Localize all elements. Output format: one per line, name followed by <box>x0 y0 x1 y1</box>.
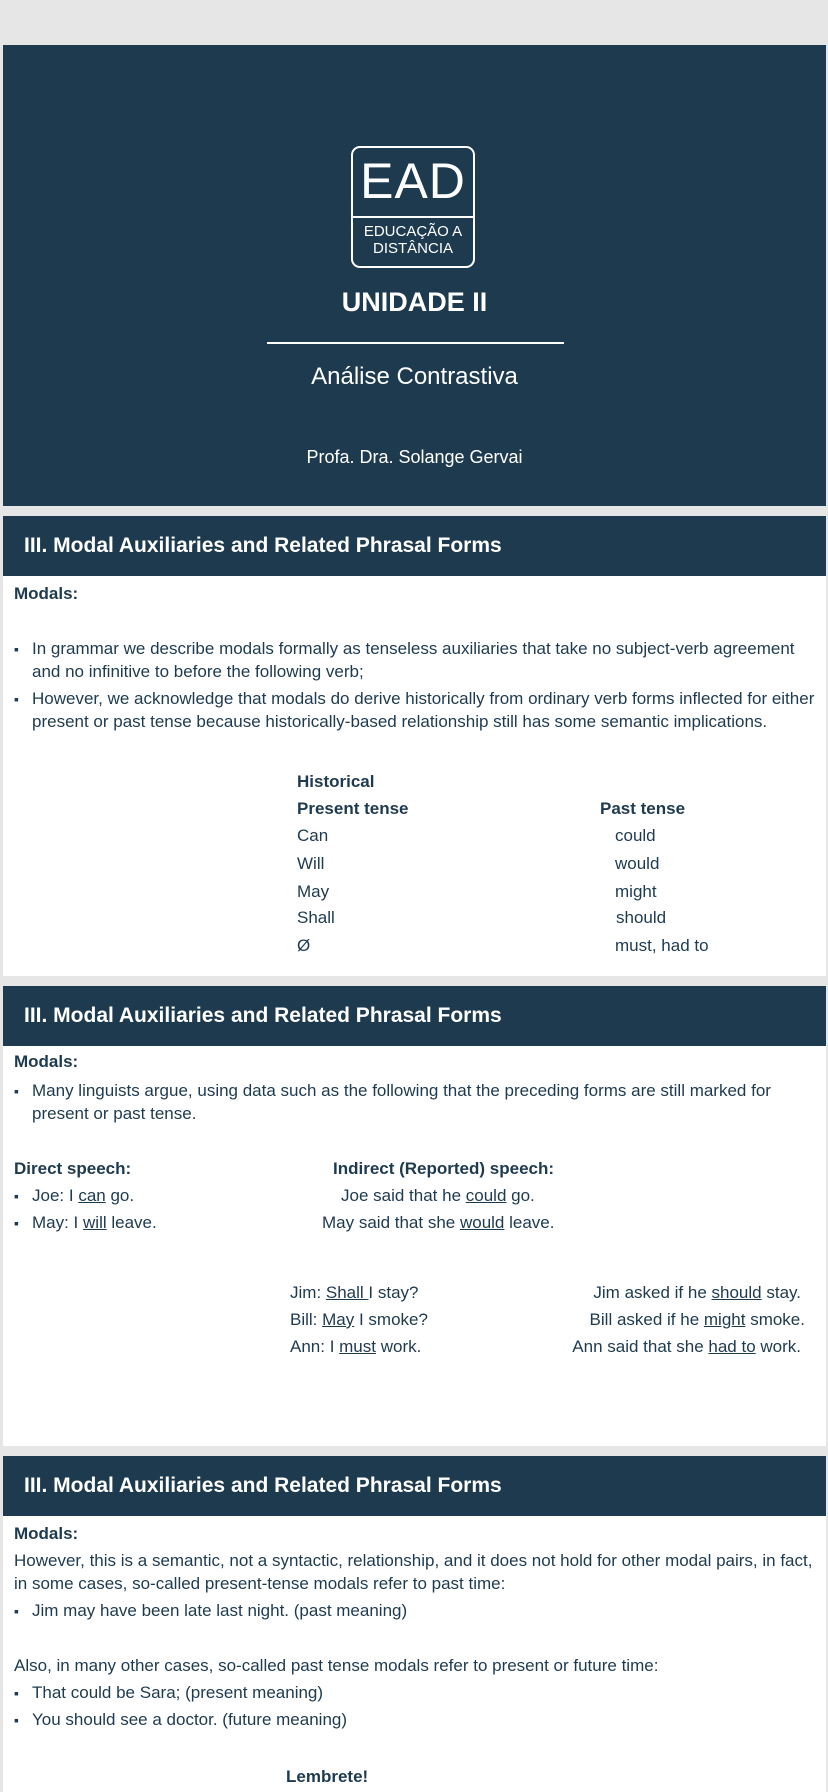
past-form: could <box>615 826 656 845</box>
text-segment: Ann said that she <box>572 1337 709 1356</box>
modal-word: will <box>83 1213 107 1232</box>
present-form: Can <box>297 826 329 845</box>
modal-word: must <box>339 1337 376 1356</box>
text-segment: work. <box>755 1337 801 1356</box>
slide-header: III. Modal Auxiliaries and Related Phrasal Forms <box>3 516 826 576</box>
logo-ead-text: EAD <box>360 153 466 209</box>
table-caption: Historical <box>297 772 375 791</box>
column-header-present: Present tense <box>297 799 409 818</box>
modal-word: Shall <box>325 1283 369 1302</box>
modal-word: could <box>465 1186 507 1205</box>
cover-author: Profa. Dra. Solange Gervai <box>306 447 523 467</box>
text-segment: Joe said that he <box>341 1186 466 1205</box>
cover-subtitle: Análise Contrastiva <box>311 363 518 390</box>
text-segment: leave. <box>106 1213 157 1232</box>
past-form: would <box>615 854 660 873</box>
bullet-item: ▪ That could be Sara; (present meaning) <box>14 1682 323 1705</box>
text-segment: go. <box>105 1186 135 1205</box>
slide-modals-semantic <box>3 1456 826 1792</box>
text-segment: Ann: I <box>290 1337 340 1356</box>
direct-speech-example <box>14 1185 134 1208</box>
section-label: Modals: <box>14 1524 79 1543</box>
bullet-item: ▪ Many linguists argue, using data such as the following that the preceding forms are still marked for present or past tense. <box>14 1080 802 1125</box>
text-segment: go. <box>506 1186 535 1205</box>
modal-word: would <box>459 1213 505 1232</box>
section-label: Modals: <box>14 584 79 603</box>
text-segment: smoke. <box>745 1310 805 1329</box>
reminder-label: Lembrete! <box>286 1767 369 1786</box>
modal-word: can <box>78 1186 106 1205</box>
modal-word: had to <box>708 1337 756 1356</box>
slide-header: III. Modal Auxiliaries and Related Phrasal Forms <box>3 1456 826 1516</box>
slide-modals-reported-speech <box>3 986 826 1446</box>
column-header-past: Past tense <box>600 799 686 818</box>
indirect-speech-example <box>322 1212 554 1235</box>
modal-word: should <box>711 1283 762 1302</box>
ead-logo <box>351 146 475 268</box>
text-segment: work. <box>375 1337 422 1356</box>
text-segment: Bill asked if he <box>589 1310 704 1329</box>
past-form: should <box>616 908 667 927</box>
present-form: Will <box>297 854 325 873</box>
modal-word: might <box>703 1310 746 1329</box>
bullet-item: ▪ In grammar we describe modals formally as tenseless auxiliaries that take no subject-verb agreement and no infinitive to before the following verb; <box>14 638 802 683</box>
text-segment: Joe: I <box>32 1186 79 1205</box>
past-form: might <box>615 882 657 901</box>
reported-example <box>590 1309 805 1332</box>
logo-line-1: EDUCAÇÃO A <box>363 223 463 240</box>
text-segment: Jim: <box>290 1283 326 1302</box>
bullet-item: ▪ Jim may have been late last night. (past meaning) <box>14 1600 407 1623</box>
text-segment: Jim asked if he <box>593 1283 712 1302</box>
paragraph: Also, in many other cases, so-called past tense modals refer to present or future time: <box>14 1656 659 1675</box>
direct-speech-header: Direct speech: <box>14 1159 132 1178</box>
logo-subtitle <box>357 223 469 257</box>
past-form: must, had to <box>615 936 709 955</box>
reported-example <box>593 1282 801 1305</box>
section-label: Modals: <box>14 1052 79 1071</box>
modal-word: May <box>322 1310 355 1329</box>
text-segment: leave. <box>504 1213 555 1232</box>
bullet-item: ▪ You should see a doctor. (future meaning) <box>14 1709 347 1732</box>
slide-modals-historical <box>3 516 826 976</box>
present-form: Shall <box>297 908 335 927</box>
question-example <box>290 1336 421 1359</box>
question-example <box>290 1309 428 1332</box>
cover-slide <box>3 45 826 506</box>
logo-divider <box>353 216 473 218</box>
indirect-speech-example <box>341 1185 535 1208</box>
cover-unit-title: UNIDADE II <box>341 287 488 317</box>
indirect-speech-header: Indirect (Reported) speech: <box>333 1159 555 1178</box>
slide-header: III. Modal Auxiliaries and Related Phrasal Forms <box>3 986 826 1046</box>
text-segment: stay. <box>761 1283 801 1302</box>
question-example <box>290 1282 419 1305</box>
text-segment: I smoke? <box>354 1310 428 1329</box>
text-segment: May said that she <box>322 1213 460 1232</box>
text-segment: May: I <box>32 1213 84 1232</box>
logo-line-2: DISTÂNCIA <box>372 240 453 257</box>
direct-speech-example <box>14 1212 157 1235</box>
present-form: Ø <box>297 936 311 955</box>
present-form: May <box>297 882 330 901</box>
bullet-item: ▪ However, we acknowledge that modals do derive historically from ordinary verb forms inflected for either present or past tense because historically-based relationship still has some semantic implications. <box>14 688 822 733</box>
text-segment: I stay? <box>368 1283 419 1302</box>
cover-divider <box>267 342 564 344</box>
text-segment: Bill: <box>290 1310 323 1329</box>
paragraph: However, this is a semantic, not a syntactic, relationship, and it does not hold for other modal pairs, in fact, in some cases, so-called present-tense modals refer to past time: <box>14 1551 813 1593</box>
reported-example <box>572 1336 801 1359</box>
